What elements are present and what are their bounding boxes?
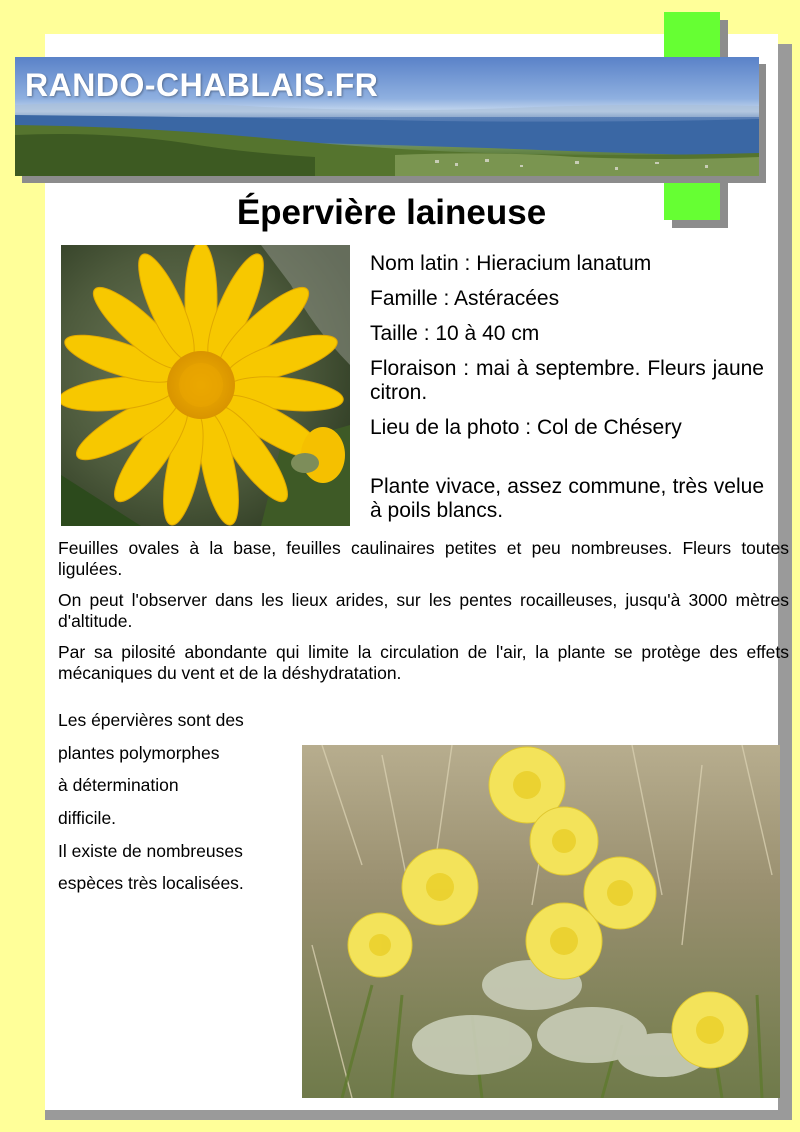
paragraph-hairiness: Par sa pilosité abondante qui limite la circulation de l'air, la plante se protège des effets mécaniques du vent et de la déshydratation.: [58, 642, 789, 683]
fact-photo-location: Lieu de la photo : Col de Chésery: [370, 416, 682, 439]
plant-facts: [370, 252, 764, 534]
fact-family: Famille : Astéracées: [370, 287, 560, 310]
page-title: Épervière laineuse: [236, 193, 547, 232]
site-title: RANDO-CHABLAIS.FR: [25, 67, 379, 103]
side-line: Les épervières sont des: [58, 710, 244, 730]
side-line: espèces très localisées.: [58, 873, 244, 894]
side-text: [58, 708, 298, 904]
paragraph-leaves: Feuilles ovales à la base, feuilles caulinaires petites et peu nombreuses. Fleurs toutes ligulées.: [58, 538, 789, 579]
side-line: difficile.: [58, 808, 117, 829]
paragraph-habitat: On peut l'observer dans les lieux arides, sur les pentes rocailleuses, jusqu'à 3000 mètres d'altitude.: [58, 590, 789, 631]
fact-flowering: Floraison : mai à septembre. Fleurs jaune citron.: [370, 357, 764, 404]
fact-size: Taille : 10 à 40 cm: [370, 322, 540, 345]
side-line: à détermination: [58, 775, 179, 796]
plant-intro: Plante vivace, assez commune, très velue à poils blancs.: [370, 475, 764, 522]
yellow-flower-closeup-photo: [61, 245, 350, 526]
description-body: [58, 538, 789, 694]
woolly-hawkweed-cluster-photo: [302, 745, 780, 1098]
side-line: Il existe de nombreuses: [58, 840, 243, 861]
fact-latin-name: Nom latin : Hieracium lanatum: [370, 252, 652, 275]
side-line: plantes polymorphes: [58, 742, 220, 763]
header-banner: [15, 57, 759, 176]
page-shadow: [45, 1110, 792, 1120]
